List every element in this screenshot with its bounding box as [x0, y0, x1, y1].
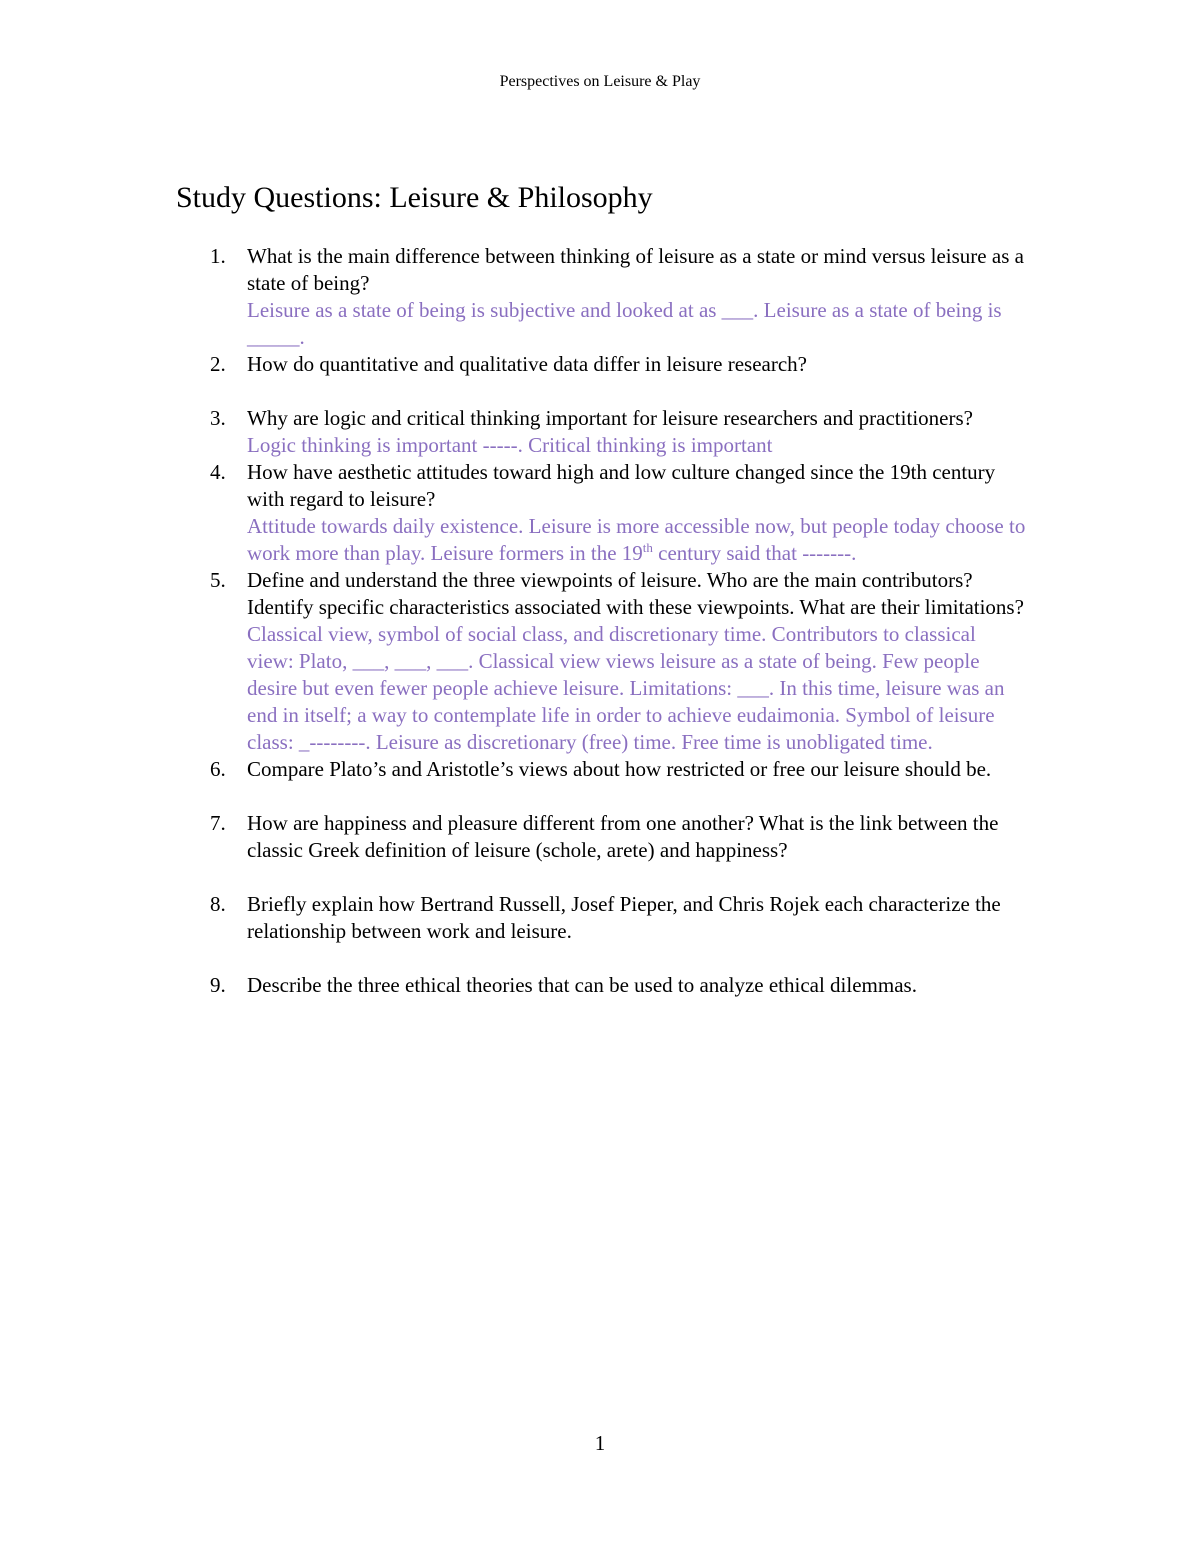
- blank-line: [247, 378, 1027, 405]
- question-item-2: [0, 351, 1027, 405]
- answer-text-part: Attitude towards daily existence. Leisure is more accessible now, but people today choose to work more than play. Leisure formers in the 19: [247, 514, 1026, 565]
- question-number: 6.: [210, 757, 226, 781]
- question-item-8: [0, 891, 1027, 972]
- question-number: 1.: [210, 244, 226, 268]
- question-number: 9.: [210, 973, 226, 997]
- answer-text: Leisure as a state of being is subjective and looked at as ___. Leisure as a state of being is _____.: [247, 298, 1002, 349]
- question-text: Compare Plato’s and Aristotle’s views about how restricted or free our leisure should be.: [247, 757, 992, 781]
- question-number: 8.: [210, 892, 226, 916]
- answer-text: Classical view, symbol of social class, and discretionary time. Contributors to classical view: Plato, ___, ___, ___. Classical view views leisure as a state of being. Few people desire but even fewer people achieve leisure. Limitations: ___. In this time, leisure was an end in itself; a way to contemplate life in order to achieve eudaimonia. Symbol of leisure class: _--------. Leisure as discretionary (free) time. Free time is unobligated time.: [247, 622, 1005, 754]
- question-text: Why are logic and critical thinking important for leisure researchers and practitioners?: [247, 406, 973, 430]
- question-item-4: [0, 459, 1027, 567]
- ordinal-superscript: th: [642, 540, 653, 555]
- blank-line: [247, 945, 1027, 972]
- question-text: Describe the three ethical theories that can be used to analyze ethical dilemmas.: [247, 973, 917, 997]
- question-text: How have aesthetic attitudes toward high and low culture changed since the 19th century with regard to leisure?: [247, 460, 996, 511]
- question-text: What is the main difference between thinking of leisure as a state or mind versus leisure as a state of being?: [247, 244, 1024, 295]
- running-header: Perspectives on Leisure & Play: [499, 73, 701, 90]
- question-item-3: [0, 405, 1027, 459]
- question-item-5: [0, 567, 1027, 756]
- question-item-9: [0, 972, 1027, 999]
- question-item-7: [0, 810, 1027, 891]
- question-number: 4.: [210, 460, 226, 484]
- page-number: 1: [594, 1431, 606, 1455]
- question-item-1: [0, 243, 1027, 351]
- question-text: Briefly explain how Bertrand Russell, Josef Pieper, and Chris Rojek each characterize the relationship between work and leisure.: [247, 892, 1001, 943]
- question-number: 3.: [210, 406, 226, 430]
- question-item-6: [0, 756, 1027, 810]
- question-number: 5.: [210, 568, 226, 592]
- answer-text-part: century said that -------.: [652, 541, 857, 565]
- answer-text: Logic thinking is important -----. Critical thinking is important: [247, 433, 773, 457]
- question-number: 7.: [210, 811, 226, 835]
- study-questions-list: [0, 243, 1200, 999]
- question-text: Define and understand the three viewpoints of leisure. Who are the main contributors? Identify specific characteristics associated with these viewpoints. What are their limitations?: [247, 568, 1024, 619]
- question-text: How are happiness and pleasure different from one another? What is the link between the classic Greek definition of leisure (schole, arete) and happiness?: [247, 811, 999, 862]
- document-title: Study Questions: Leisure & Philosophy: [176, 181, 653, 214]
- question-number: 2.: [210, 352, 226, 376]
- blank-line: [247, 783, 1027, 810]
- question-text: How do quantitative and qualitative data differ in leisure research?: [247, 352, 807, 376]
- answer-text: [247, 513, 1027, 567]
- blank-line: [247, 864, 1027, 891]
